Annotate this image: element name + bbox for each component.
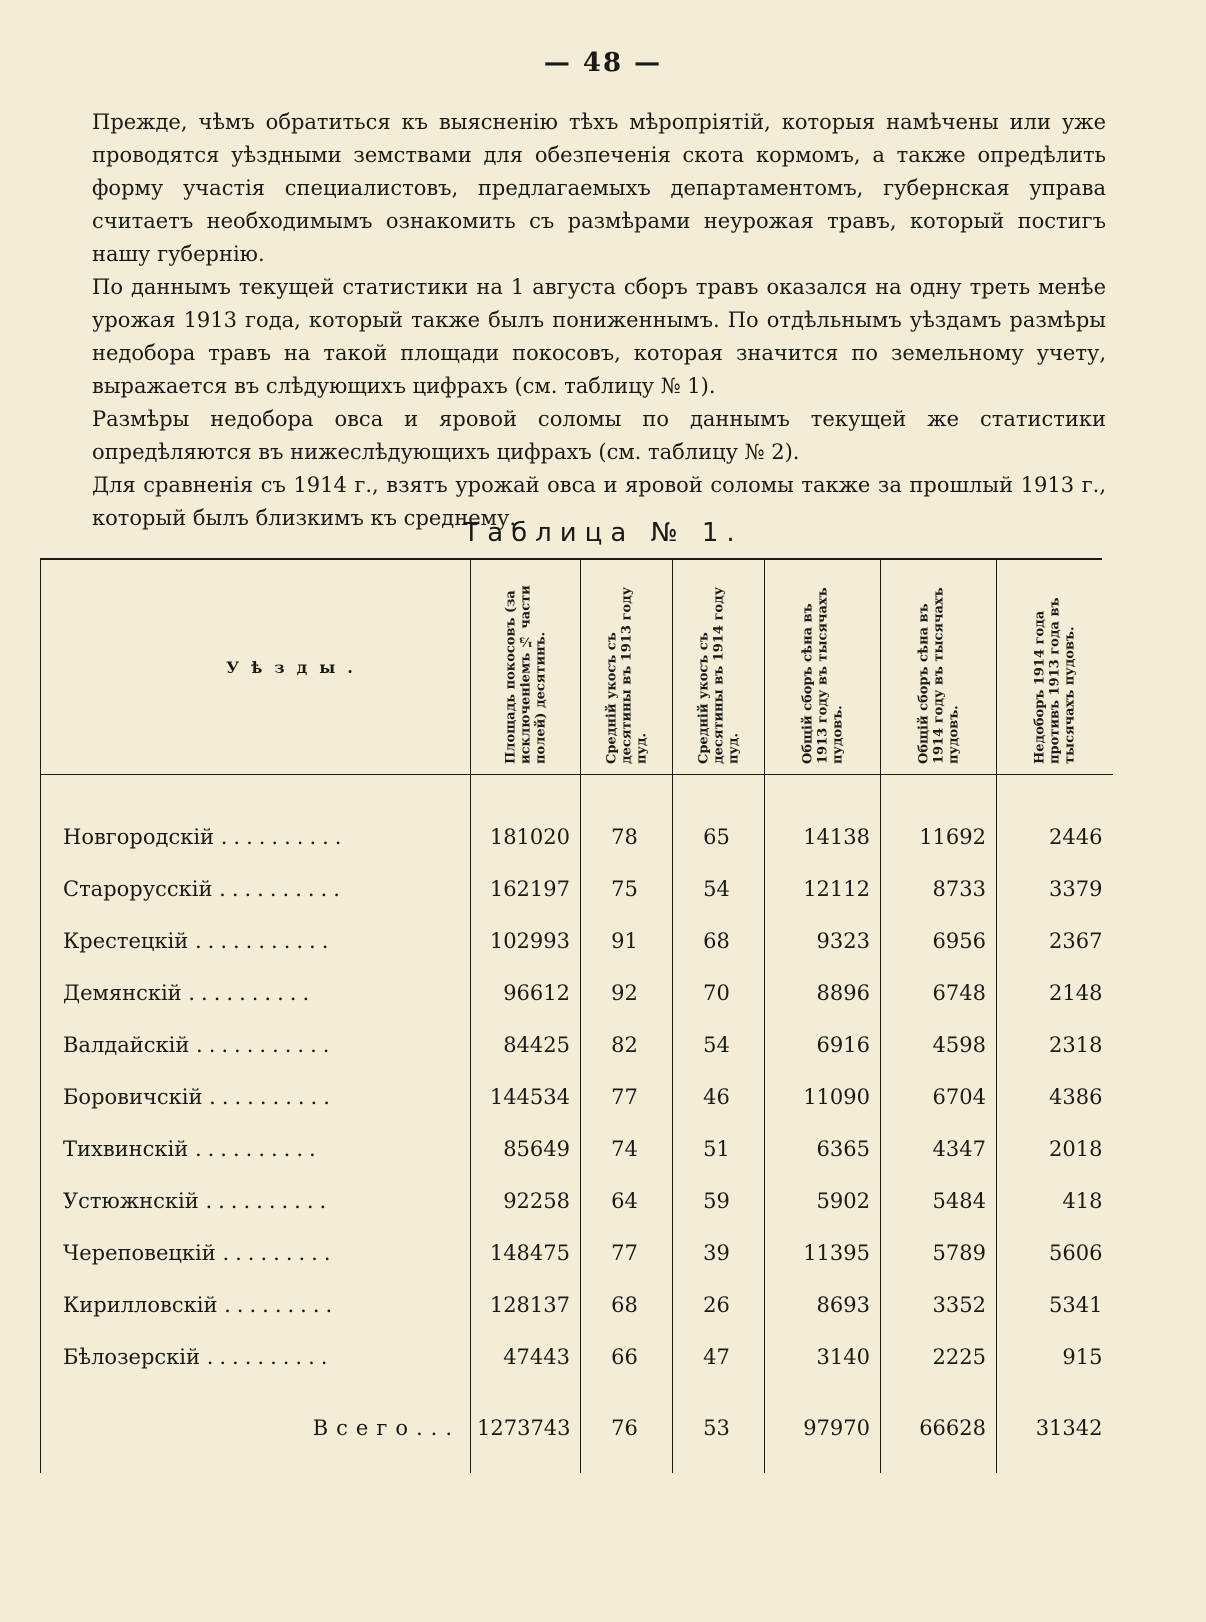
cell-total1913: 11395 [765,1227,881,1279]
header-total1914 [881,560,997,775]
uezd-name: Кирилловскiй [63,1293,218,1317]
table-row [41,811,1113,863]
cell-avg1913: 91 [581,915,673,967]
cell-shortfall: 2148 [997,967,1113,1019]
table-row [41,1071,1113,1123]
cell-shortfall: 3379 [997,863,1113,915]
table-row [41,915,1113,967]
cell-avg1914: 70 [673,967,765,1019]
leader-dots: .......... [206,1345,334,1369]
header-area-label: Площадь покосовъ (за исключеніемъ ⅓ части полей) десятинъ. [503,585,548,764]
header-avg1913-label: Среднiй укосъ съ десятины въ 1913 году пуд. [604,586,649,764]
uezd-name: Череповецкiй [63,1241,216,1265]
cell-area: 102993 [471,915,581,967]
cell-shortfall: 418 [997,1175,1113,1227]
header-total1914-label: Общiй сборъ сѣна въ 1914 году въ тысячахъ пудовъ. [916,587,961,764]
total-shortfall: 31342 [997,1383,1113,1473]
leader-dots: .......... [194,1137,322,1161]
cell-total1913: 6916 [765,1019,881,1071]
cell-uezd [41,915,471,967]
leader-dots: .......... [188,981,316,1005]
cell-total1914: 6748 [881,967,997,1019]
cell-shortfall: 2367 [997,915,1113,967]
uezd-name: Старорусскiй [63,877,213,901]
cell-total1914: 4347 [881,1123,997,1175]
cell-uezd [41,1019,471,1071]
cell-avg1914: 65 [673,811,765,863]
header-shortfall [997,560,1113,775]
header-area [471,560,581,775]
cell-avg1913: 82 [581,1019,673,1071]
uezd-name: Новгородскiй [63,825,215,849]
cell-area: 85649 [471,1123,581,1175]
data-table [40,558,1102,1522]
cell-area: 162197 [471,863,581,915]
cell-avg1913: 68 [581,1279,673,1331]
header-total1913-label: Общiй сборъ сѣна въ 1913 году въ тысячахъ пудовъ. [800,587,845,764]
total-total1914: 66628 [881,1383,997,1473]
total-total1913: 97970 [765,1383,881,1473]
table-row [41,1123,1113,1175]
cell-uezd [41,863,471,915]
leader-dots: .......... [219,877,346,901]
cell-uezd [41,1175,471,1227]
uezd-name: Демянскiй [63,981,182,1005]
header-avg1913 [581,560,673,775]
cell-avg1914: 26 [673,1279,765,1331]
paragraph: Для сравненія съ 1914 г., взятъ урожай овса и яровой соломы также за прошлый 1913 г., который былъ близкимъ къ среднему. [92,473,1106,530]
cell-avg1913: 92 [581,967,673,1019]
cell-area: 96612 [471,967,581,1019]
uezd-name: Тихвинскiй [63,1137,189,1161]
leader-dots: ......... [224,1293,339,1317]
uezd-name: Устюжнскiй [63,1189,199,1213]
header-shortfall-label: Недоборъ 1914 года противъ 1913 года въ тысячахъ пудовъ. [1032,597,1078,764]
body-text [92,106,1106,535]
page-number: — 48 — [543,48,663,78]
cell-avg1913: 64 [581,1175,673,1227]
uezd-name: Бѣлозерскiй [63,1345,201,1369]
table-row [41,1175,1113,1227]
cell-avg1914: 54 [673,1019,765,1071]
cell-area: 47443 [471,1331,581,1383]
total-area: 1273743 [471,1383,581,1473]
leader-dots: ........... [196,1033,336,1057]
total-label: Всего... [41,1383,471,1473]
table-row [41,1279,1113,1331]
cell-total1914: 8733 [881,863,997,915]
cell-shortfall: 2018 [997,1123,1113,1175]
cell-shortfall: 915 [997,1331,1113,1383]
cell-avg1914: 51 [673,1123,765,1175]
cell-shortfall: 4386 [997,1071,1113,1123]
cell-total1914: 5789 [881,1227,997,1279]
cell-avg1914: 59 [673,1175,765,1227]
leader-dots: .......... [209,1085,336,1109]
cell-total1913: 5902 [765,1175,881,1227]
cell-avg1914: 39 [673,1227,765,1279]
cell-uezd [41,811,471,863]
cell-avg1913: 78 [581,811,673,863]
cell-area: 181020 [471,811,581,863]
table-row [41,863,1113,915]
paragraph: По даннымъ текущей статистики на 1 августа сборъ травъ оказался на одну треть менѣе урожая 1913 года, который также былъ пониженнымъ. По отдѣльнымъ уѣздамъ размѣры недобора травъ на такой площади покосовъ, которая значится по земельному учету, выражается въ слѣдующихъ цифрахъ (см. таблицу № 1). [92,275,1106,398]
total-avg1914: 53 [673,1383,765,1473]
cell-avg1913: 66 [581,1331,673,1383]
cell-total1913: 12112 [765,863,881,915]
cell-avg1913: 77 [581,1227,673,1279]
cell-total1913: 9323 [765,915,881,967]
cell-avg1914: 46 [673,1071,765,1123]
cell-total1914: 6704 [881,1071,997,1123]
cell-area: 144534 [471,1071,581,1123]
cell-area: 128137 [471,1279,581,1331]
paragraph: Размѣры недобора овса и яровой соломы по даннымъ текущей же статистики опредѣляются въ нижеслѣдующихъ цифрахъ (см. таблицу № 2). [92,407,1106,464]
table-row [41,1019,1113,1071]
cell-uezd [41,1279,471,1331]
cell-total1913: 8693 [765,1279,881,1331]
cell-uezd [41,1123,471,1175]
cell-avg1913: 77 [581,1071,673,1123]
cell-shortfall: 2318 [997,1019,1113,1071]
cell-total1913: 11090 [765,1071,881,1123]
cell-uezd [41,967,471,1019]
leader-dots: .......... [205,1189,333,1213]
cell-avg1914: 68 [673,915,765,967]
total-row [41,1383,1113,1473]
cell-shortfall: 5341 [997,1279,1113,1331]
uezd-name: Валдайскiй [63,1033,190,1057]
cell-avg1913: 74 [581,1123,673,1175]
cell-uezd [41,1227,471,1279]
cell-total1913: 8896 [765,967,881,1019]
cell-avg1913: 75 [581,863,673,915]
cell-total1914: 5484 [881,1175,997,1227]
cell-area: 148475 [471,1227,581,1279]
cell-avg1914: 47 [673,1331,765,1383]
table-row [41,1227,1113,1279]
uezd-name: Крестецкiй [63,929,189,953]
header-uezdy: Уѣзды. [41,560,471,775]
cell-uezd [41,1331,471,1383]
cell-area: 92258 [471,1175,581,1227]
leader-dots: ......... [222,1241,337,1265]
cell-area: 84425 [471,1019,581,1071]
spacer-row [41,775,1113,812]
leader-dots: .......... [220,825,348,849]
cell-shortfall: 5606 [997,1227,1113,1279]
cell-total1913: 3140 [765,1331,881,1383]
cell-total1914: 11692 [881,811,997,863]
table-header-row [41,560,1113,775]
paragraph: Прежде, чѣмъ обратиться къ выясненію тѣхъ мѣропріятій, которыя намѣчены или уже проводятся уѣздными земствами для обезпеченія скота кормомъ, а также опредѣлить форму участія специалистовъ, предлагаемыхъ департаментомъ, губернская управа считаетъ необходимымъ ознакомить съ размѣрами неурожая травъ, который постигъ нашу губернію. [92,110,1106,266]
leader-dots: ........... [194,929,335,953]
uezd-name: Боровичскiй [63,1085,203,1109]
cell-total1913: 14138 [765,811,881,863]
cell-total1913: 6365 [765,1123,881,1175]
cell-total1914: 2225 [881,1331,997,1383]
header-total1913 [765,560,881,775]
total-avg1913: 76 [581,1383,673,1473]
table-title: Таблица № 1. [463,518,743,548]
table-row [41,967,1113,1019]
cell-total1914: 6956 [881,915,997,967]
cell-total1914: 4598 [881,1019,997,1071]
header-avg1914-label: Среднiй укосъ съ десятины въ 1914 году пуд. [696,586,741,764]
table-row [41,1331,1113,1383]
cell-total1914: 3352 [881,1279,997,1331]
cell-avg1914: 54 [673,863,765,915]
cell-shortfall: 2446 [997,811,1113,863]
cell-uezd [41,1071,471,1123]
header-avg1914 [673,560,765,775]
